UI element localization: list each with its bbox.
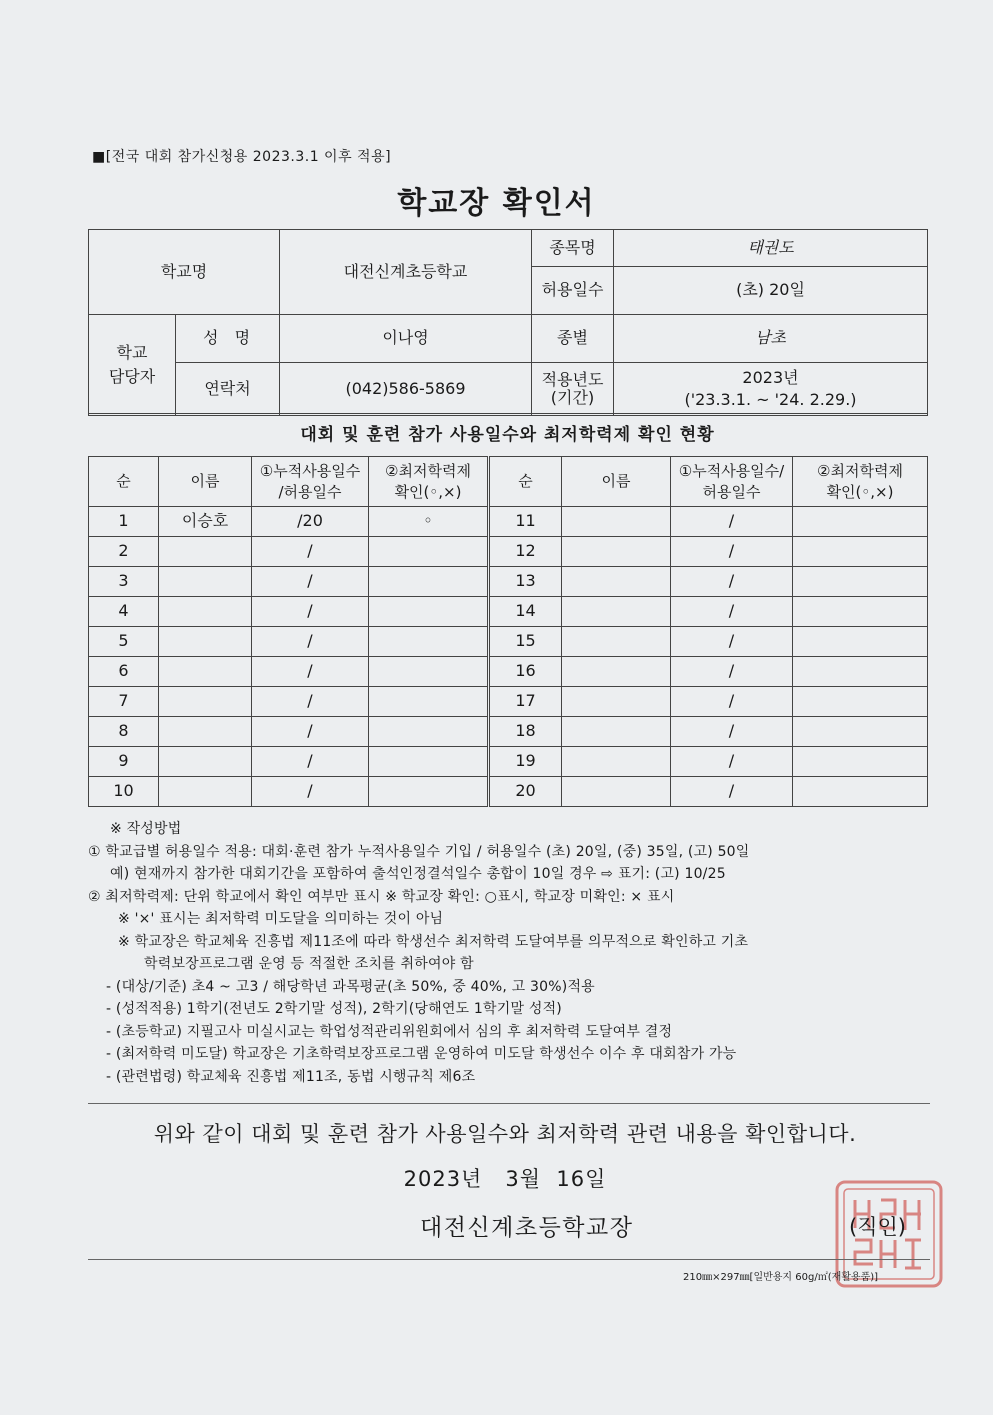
student-name — [562, 687, 671, 717]
divider-bottom — [88, 1259, 930, 1260]
header-order-right: 순 — [489, 457, 562, 507]
academic-check — [793, 567, 928, 597]
student-name — [159, 597, 252, 627]
table-row — [89, 537, 928, 567]
principal-name: 대전신계초등학교장 — [420, 1215, 634, 1241]
row-number: 8 — [89, 717, 159, 747]
row-number: 14 — [489, 597, 562, 627]
note-line: ※ '×' 표시는 최저학력 미도달을 의미하는 것이 아님 — [118, 911, 444, 927]
days-used: / — [252, 747, 369, 777]
days-used: / — [671, 747, 793, 777]
row-number: 11 — [489, 507, 562, 537]
days-used: / — [671, 537, 793, 567]
row-number: 20 — [489, 777, 562, 807]
seal-label: (직인) — [849, 1215, 906, 1239]
days-used: / — [671, 597, 793, 627]
days-used: / — [252, 567, 369, 597]
school-name: 대전신계초등학교 — [280, 230, 532, 315]
header-days-right: ①누적사용일수/ 허용일수 — [671, 457, 793, 507]
phone-value: (042)586-5869 — [280, 363, 532, 416]
row-number: 4 — [89, 597, 159, 627]
allowed-days-value: (초) 20일 — [614, 267, 928, 315]
row-number: 17 — [489, 687, 562, 717]
academic-check — [793, 747, 928, 777]
row-number: 18 — [489, 717, 562, 747]
school-label: 학교명 — [89, 230, 280, 315]
student-name — [562, 567, 671, 597]
info-table — [88, 229, 928, 416]
days-used: / — [252, 537, 369, 567]
row-number: 5 — [89, 627, 159, 657]
days-used: /20 — [252, 507, 369, 537]
row-number: 10 — [89, 777, 159, 807]
academic-check — [793, 717, 928, 747]
academic-check — [369, 537, 489, 567]
row-number: 6 — [89, 657, 159, 687]
phone-label: 연락처 — [176, 363, 280, 416]
note-line: - (대상/기준) 초4 ~ 고3 / 해당학년 과목평균(초 50%, 중 40%, 고 30%)적용 — [106, 978, 595, 995]
academic-check — [369, 717, 489, 747]
row-number: 9 — [89, 747, 159, 777]
days-used: / — [671, 717, 793, 747]
status-title: 대회 및 훈련 참가 사용일수와 최저학력제 확인 현황 — [88, 413, 927, 456]
header-note: ■[전국 대회 참가신청용 2023.3.1 이후 적용] — [92, 149, 392, 165]
days-used: / — [671, 777, 793, 807]
academic-check — [793, 597, 928, 627]
academic-check — [369, 747, 489, 777]
allowed-days-label: 허용일수 — [532, 267, 614, 315]
student-name — [159, 627, 252, 657]
days-used: / — [252, 627, 369, 657]
student-name — [159, 687, 252, 717]
academic-check — [793, 777, 928, 807]
student-name — [562, 507, 671, 537]
roster-body — [89, 507, 928, 807]
year-label: 적용년도 (기간) — [532, 363, 614, 416]
days-used: / — [252, 597, 369, 627]
header-name-right: 이름 — [562, 457, 671, 507]
student-name: 이승호 — [159, 507, 252, 537]
category-label: 종별 — [532, 315, 614, 363]
row-number: 12 — [489, 537, 562, 567]
table-row — [89, 567, 928, 597]
student-name — [159, 777, 252, 807]
student-name — [562, 597, 671, 627]
days-used: / — [671, 567, 793, 597]
row-number: 16 — [489, 657, 562, 687]
note-line: - (성적적용) 1학기(전년도 2학기말 성적), 2학기(당해연도 1학기말 성적) — [106, 1001, 562, 1017]
table-row — [89, 777, 928, 807]
academic-check — [793, 627, 928, 657]
student-name — [159, 537, 252, 567]
roster-header-row — [89, 457, 928, 507]
header-academic: ②최저학력제 확인(◦,×) — [369, 457, 489, 507]
table-row — [89, 747, 928, 777]
academic-check — [369, 627, 489, 657]
header-order: 순 — [89, 457, 159, 507]
academic-check — [793, 507, 928, 537]
note-line: 학력보장프로그램 운영 등 적절한 조치를 취하여야 함 — [144, 956, 474, 972]
header-academic-right: ②최저학력제 확인(◦,×) — [793, 457, 928, 507]
note-line: - (관련법령) 학교체육 진흥법 제11조, 동법 시행규칙 제6조 — [106, 1068, 476, 1085]
academic-check: ◦ — [369, 507, 489, 537]
sport-label: 종목명 — [532, 230, 614, 267]
row-number: 1 — [89, 507, 159, 537]
student-name — [562, 627, 671, 657]
student-name — [562, 747, 671, 777]
table-row — [89, 507, 928, 537]
academic-check — [369, 657, 489, 687]
student-name — [159, 747, 252, 777]
page-title: 학교장 확인서 — [397, 186, 596, 221]
year-value: 2023년 ('23.3.1. ~ '24. 2.29.) — [614, 363, 928, 416]
header-name: 이름 — [159, 457, 252, 507]
row-number: 19 — [489, 747, 562, 777]
days-used: / — [671, 657, 793, 687]
days-used: / — [252, 687, 369, 717]
academic-check — [369, 567, 489, 597]
days-used: / — [252, 717, 369, 747]
days-used: / — [252, 657, 369, 687]
note-line: - (최저학력 미도달) 학교장은 기초학력보장프로그램 운영하여 미도달 학생선수 이수 후 대회참가 가능 — [106, 1046, 737, 1062]
row-number: 3 — [89, 567, 159, 597]
student-name — [159, 567, 252, 597]
note-line: 예) 현재까지 참가한 대회기간을 포함하여 출석인정결석일수 총합이 10일 경우 ⇨ 표기: (고) 10/25 — [110, 866, 726, 882]
instructions — [88, 818, 938, 1088]
student-name — [159, 717, 252, 747]
note-line: ② 최저학력제: 단위 학교에서 확인 여부만 표시 ※ 학교장 확인: ○표시, 학교장 미확인: × 표시 — [88, 888, 675, 905]
student-name — [159, 657, 252, 687]
table-row — [89, 717, 928, 747]
academic-check — [369, 687, 489, 717]
row-number: 15 — [489, 627, 562, 657]
row-number: 2 — [89, 537, 159, 567]
note-line: - (초등학교) 지필고사 미실시교는 학업성적관리위원회에서 심의 후 최저학력 도달여부 결정 — [106, 1023, 673, 1040]
name-value: 이나영 — [280, 315, 532, 363]
student-name — [562, 657, 671, 687]
table-row — [89, 687, 928, 717]
academic-check — [369, 777, 489, 807]
days-used: / — [252, 777, 369, 807]
days-used: / — [671, 627, 793, 657]
category-value: 남초 — [614, 315, 928, 363]
days-used: / — [671, 687, 793, 717]
table-row — [89, 657, 928, 687]
row-number: 7 — [89, 687, 159, 717]
row-number: 13 — [489, 567, 562, 597]
name-label: 성 명 — [176, 315, 280, 363]
table-row — [89, 627, 928, 657]
academic-check — [793, 537, 928, 567]
academic-check — [793, 657, 928, 687]
header-days: ①누적사용일수 /허용일수 — [252, 457, 369, 507]
student-name — [562, 777, 671, 807]
days-used: / — [671, 507, 793, 537]
confirmation-statement: 위와 같이 대회 및 훈련 참가 사용일수와 최저학력 관련 내용을 확인합니다. — [153, 1122, 857, 1146]
roster-table — [88, 456, 928, 807]
divider-top — [88, 1103, 930, 1104]
note-line: ※ 학교장은 학교체육 진흥법 제11조에 따라 학생선수 최저학력 도달여부를 의무적으로 확인하고 기초 — [118, 933, 749, 950]
sport-value: 태권도 — [614, 230, 928, 267]
academic-check — [793, 687, 928, 717]
paper-spec: 210㎜×297㎜[일반용지 60g/㎡(재활용품)] — [683, 1272, 879, 1283]
note-heading: ※ 작성방법 — [110, 821, 182, 837]
table-row — [89, 597, 928, 627]
issue-date: 2023년 3월 16일 — [403, 1167, 607, 1191]
contact-group-label: 학교 담당자 — [89, 315, 176, 416]
student-name — [562, 537, 671, 567]
academic-check — [369, 597, 489, 627]
note-line: ① 학교급별 허용일수 적용: 대회·훈련 참가 누적사용일수 기입 / 허용일수 (초) 20일, (중) 35일, (고) 50일 — [88, 843, 750, 860]
student-name — [562, 717, 671, 747]
